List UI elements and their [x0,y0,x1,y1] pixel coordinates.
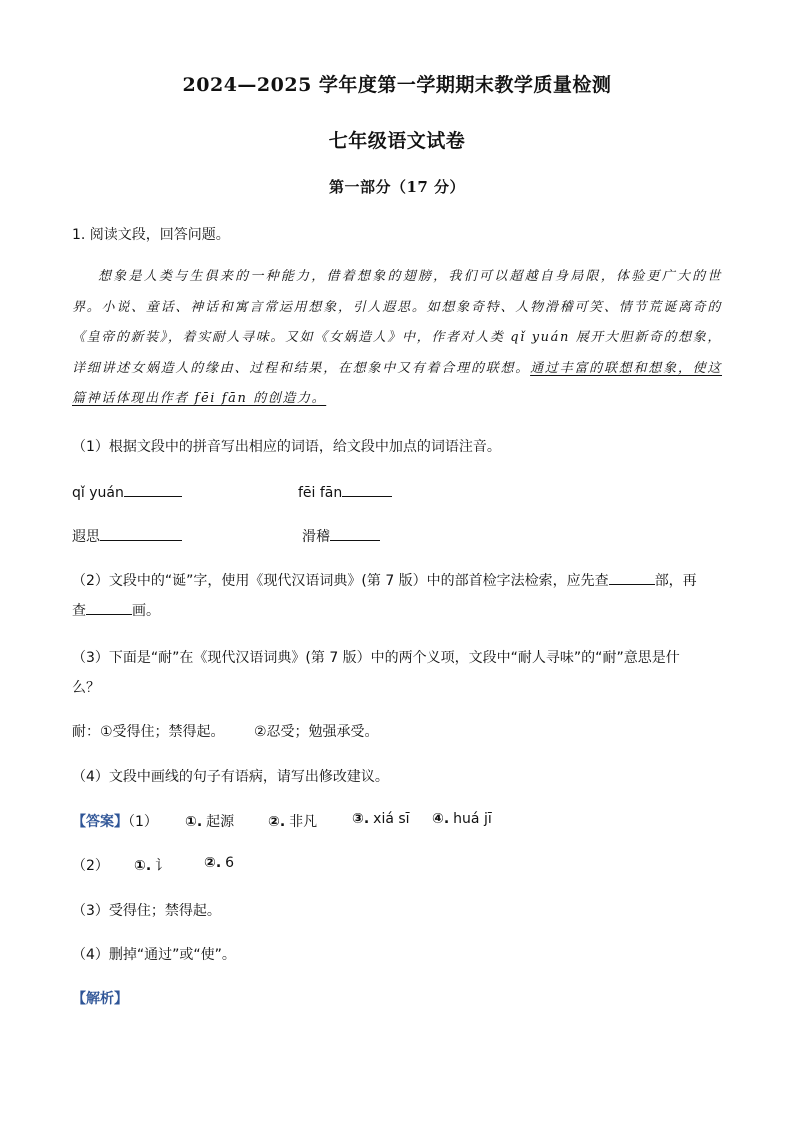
answer-number: ②. [204,855,222,871]
reading-passage [72,262,722,415]
answer-blank[interactable] [86,600,132,615]
answer-number: ②. [268,814,286,830]
subquestion-2-end: 画。 [132,603,160,619]
answer-1-item [432,811,492,827]
answer-2-item [134,855,169,875]
definition-row [72,721,225,741]
exam-title: 2024—2025 学年度第一学期期末教学质量检测 [182,74,612,96]
answer-row-1 [72,811,158,831]
answer-blank[interactable] [330,526,380,541]
answer-blank[interactable] [124,482,182,497]
subquestion-2-line-1 [72,570,697,590]
answer-4: （4）删掉“通过”或“使”。 [72,947,236,963]
answer-blank[interactable] [609,570,655,585]
answer-1-prefix: （1） [128,814,158,830]
answer-text: 6 [225,855,235,871]
passage-text: 想象是人类与生俱来的一种能力，借着想象的翅膀，我们可以超越自身局限，体验更广大的世界。小说、童话、神话和寓言常运用想象，引人遐思。如想象奇特、人物滑稽可笑、情节荒诞离奇的《皇帝的新装》，着实耐人寻味。又如《女娲造人》中，作者对人类 qǐ yuán 展开大胆新奇的想象，详细讲述女娲造人的缘由、过程和结果，在想象中又有着合理的联想。 [72,269,722,376]
subquestion-2-mid: 部，再 [654,573,697,589]
subquestion-3-line-2: 么？ [72,680,100,696]
answer-3: （3）受得住；禁得起。 [72,903,221,919]
answer-text: xiá sī [373,811,410,827]
word-item-1 [72,526,182,546]
pinyin-item-1 [72,482,182,501]
definition-1: ①受得住；禁得起。 [100,724,225,740]
subquestion-2-check: 查 [72,603,86,619]
analysis-row [72,988,128,1008]
subquestion-2-text: （2）文段中的“诞”字，使用《现代汉语词典》(第 7 版）中的部首检字法检索，应先查 [72,573,609,589]
answer-number: ③. [352,811,370,827]
underlined-sentence: 通过丰富的联想和想象，使这篇神话体现出作者 fēi fān 的创造力。 [72,360,722,406]
subquestion-1: （1）根据文段中的拼音写出相应的词语，给文段中加点的词语注音。 [72,439,501,455]
answer-text: 讠 [155,858,170,874]
answer-text: huá jī [453,811,492,827]
word-label-1: 遐思 [72,529,100,545]
definition-label: 耐： [72,724,100,740]
subquestion-2-line-2 [72,600,160,620]
question-intro: 1. 阅读文段，回答问题。 [72,227,230,243]
pinyin-label-1: qǐ yuán [72,485,124,501]
word-label-2: 滑稽 [302,529,330,545]
answer-2-item [204,855,234,871]
answer-number: ④. [432,811,450,827]
answer-number: ①. [185,814,203,830]
answer-2-prefix: （2） [72,858,109,874]
answer-text: 非凡 [289,814,318,830]
exam-subtitle: 七年级语文试卷 [328,130,466,152]
answer-label: 【答案】 [72,814,128,830]
word-item-2 [302,526,380,546]
pinyin-item-2 [298,482,392,501]
subquestion-4: （4）文段中画线的句子有语病，请写出修改建议。 [72,769,389,785]
answer-1-item [185,811,234,831]
answer-number: ①. [134,858,152,874]
answer-blank[interactable] [100,526,182,541]
definition-2: ②忍受；勉强承受。 [254,724,379,740]
pinyin-label-2: fēi fān [298,485,343,501]
answer-text: 起源 [206,814,235,830]
subquestion-3-line-1: （3）下面是“耐”在《现代汉语词典》(第 7 版）中的两个义项，文段中“耐人寻味”的“耐”意思是什 [72,650,680,666]
section-heading: 第一部分（17 分） [328,178,466,196]
answer-1-item [268,811,317,831]
answer-1-item [352,811,410,827]
analysis-label: 【解析】 [72,991,128,1007]
answer-blank[interactable] [342,482,392,497]
